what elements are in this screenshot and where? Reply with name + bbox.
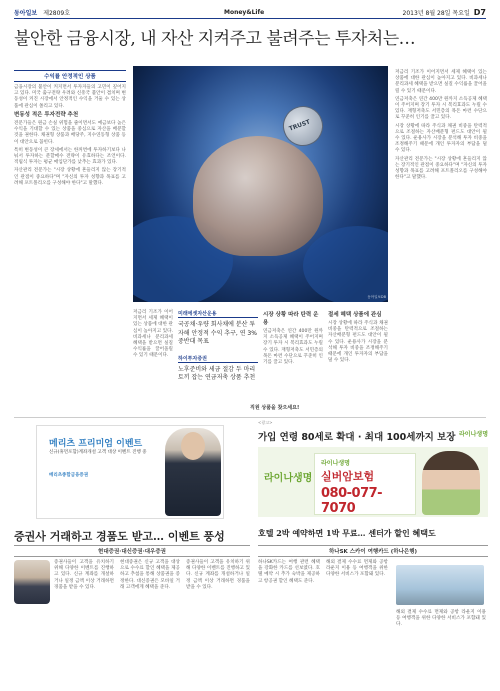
center-left-body: 저금리 기조가 이어지면서 세제 혜택이 있는 상품에 대한 관심이 높아지고 있다. 비과세나 분리과세 혜택을 받으면 실질 수익률을 끌어올릴 수 있기 때문이다. [133, 310, 173, 359]
main-headline: 불안한 금융시장, 내 자산 지켜주고 불려주는 투자처는… [14, 29, 416, 49]
bottom-right-headline: 호텔 2박 예약하면 1박 무료… 센터가 할인 혜택도 [258, 528, 436, 538]
bottom-right-photo [396, 565, 484, 605]
right-body-2: 시장 상황에 따라 주식과 채권 비중을 탄력적으로 조절하는 자산배분형 펀드도 대안이 될 수 있다. 운용사가 시장을 분석해 투자 비중을 조정해주기 때문에 개인 투자자의 부담을 덜 수 있다. [328, 321, 388, 364]
quote-text-2: 노후준비와 세금 절감 두 마리 토끼 잡는 연금저축 상품 추천 [178, 365, 256, 381]
meritz-ad[interactable] [36, 425, 224, 519]
photo-shadow [303, 226, 388, 302]
center-left-text [133, 310, 173, 415]
left-body [14, 85, 126, 187]
far-right-paragraph: 자산관리 전문가는 "시장 상황에 흔들리지 않는 장기적인 관점이 중요하다"며 "자신의 투자 성향과 목표를 고려해 포트폴리오를 구성해야 한다"고 말했다. [395, 156, 487, 181]
bottom-right-body: 하나SK카드는 여행 관련 혜택을 강화한 카드를 선보였다. 호텔 예약 시 추가 숙박을 제공하고 항공권 할인 혜택도 준다. [258, 560, 320, 584]
right-column-1 [263, 310, 323, 415]
banner-text: 직원 상품을 찾으세요! [250, 405, 300, 411]
quote-label: 미래에셋자산운용 [178, 310, 258, 318]
far-right-column [395, 70, 487, 415]
issue-number: 제2809호 [43, 9, 71, 17]
issue-date: 2013년 8월 28일 목요일 [402, 9, 470, 17]
newspaper-logo: 동아일보 [14, 9, 38, 17]
ad1-subtitle: 신규(휴면포함)계좌개설 고객 대상 이벤트 진행 중 [49, 450, 147, 455]
lina-product-name: 실버암보험 [321, 470, 375, 483]
ad2-brand: 라이나생명 [459, 431, 488, 438]
lina-card [314, 453, 416, 515]
bottom-right-body: 해외 결제 수수료 면제와 공항 라운지 이용 등 여행객을 위한 다양한 서비스가 포함돼 있다. [326, 560, 388, 578]
left-column [14, 70, 126, 415]
bottom-left-subheading: 현대증권·대신증권·대우증권 [14, 545, 250, 557]
lina-phone-number: 080-077-7070 [321, 486, 383, 516]
far-right-paragraph: 연금저축은 연간 400만 원까지 소득공제 혜택이 주어지며 장기 투자 시 복리효과도 누릴 수 있다. 재형저축도 서민층의 목돈 마련 수단으로 꾸준히 인기를 끌고 있다. [395, 96, 487, 121]
right-subheading-1: 시장 상황 따라 탄력 운용 [263, 312, 319, 326]
bottom-right-col-3 [396, 610, 486, 685]
lina-ad[interactable] [258, 429, 488, 517]
ad1-brand: 메리츠종합금융증권 [49, 473, 89, 478]
ad2-title: 가입 연령 80세로 확대 · 최대 100세까지 보장 [258, 432, 456, 443]
left-subheading-1: 수익률 안정적인 상품 [14, 70, 126, 82]
feature-photo [133, 66, 388, 302]
lina-banner [258, 447, 488, 517]
left-paragraph: 전문가들은 원금 손실 위험을 줄이면서도 예금보다 높은 수익을 기대할 수 있는 상품을 중심으로 자산을 배분할 것을 권한다. 채권형 상품과 배당주, 지수연동형 상품 등이 대안으로 꼽힌다. [14, 121, 126, 145]
section-name: Money&Life [224, 8, 265, 16]
bottom-left-headline: 증권사 거래하고 경품도 받고… 이벤트 풍성 [14, 530, 225, 543]
page-number: D7 [473, 7, 486, 17]
left-paragraph: 자산관리 전문가는 "시장 상황에 흔들리지 않는 장기적인 관점이 중요하다"며 "자신의 투자 성향과 목표를 고려해 포트폴리오를 구성해야 한다"고 말했다. [14, 168, 126, 186]
bottom-left-body: 현대증권은 신규 고객을 대상으로 수수료 할인 혜택을 제공하고 추첨을 통해 상품권을 증정한다. 대신증권은 모바일 거래 고객에게 혜택을 준다. [120, 560, 180, 590]
lina-model-photo [422, 451, 480, 515]
bottom-right-subheading: 하나SK 스카이 여행카드 (하나은행) [258, 545, 488, 557]
bottom-left-col-1 [54, 560, 114, 685]
quote-box [178, 310, 258, 383]
right-subheading-2: 절세 혜택 상품에 관심 [328, 312, 382, 318]
quote-text: 국공채·우량 회사채에 분산 투자해 안정적 수익 추구, 연 3% 중반대 목표 [178, 321, 257, 345]
quote-label-2: 하이투자증권 [178, 355, 258, 363]
lina-card-brand: 라이나생명 [321, 460, 350, 467]
bottom-right-col-1 [258, 560, 320, 685]
bottom-left-col-3 [186, 560, 250, 685]
right-body-1: 연금저축은 연간 400만 원까지 소득공제 혜택이 주어지며 장기 투자 시 복리효과도 누릴 수 있다. 재형저축도 서민층의 목돈 마련 수단으로 꾸준히 인기를 끌고 있다. [263, 329, 323, 366]
bottom-left-body: 증권사들이 고객을 유치하기 위해 다양한 이벤트를 진행하고 있다. 신규 계좌를 개설하거나 일정 금액 이상 거래하면 경품을 받을 수 있다. [186, 560, 250, 590]
left-paragraph: 금융시장의 불안이 커지면서 투자자들의 고민이 깊어지고 있다. 미국 출구전략 우려와 신흥국 불안이 겹치며 변동성이 커진 시장에서 안정적인 수익을 거둘 수 있는 상품에 관심이 쏠리고 있다. [14, 85, 126, 109]
far-right-paragraph: 저금리 기조가 이어지면서 세제 혜택이 있는 상품에 대한 관심이 높아지고 있다. 비과세나 분리과세 혜택을 받으면 실질 수익률을 끌어올릴 수 있기 때문이다. [395, 70, 487, 94]
page-header [14, 6, 486, 19]
section-divider [14, 417, 486, 418]
far-right-paragraph: 시장 상황에 따라 주식과 채권 비중을 탄력적으로 조절하는 자산배분형 펀드도 대안이 될 수 있다. 운용사가 시장을 분석해 투자 비중을 조정해주기 때문에 개인 투자자의 부담을 덜 수 있다. [395, 123, 487, 154]
bottom-left-portrait [14, 560, 50, 604]
ad1-model-face [181, 432, 205, 460]
left-paragraph: 특히 변동성이 큰 장세에서는 한꺼번에 투자하기보다 나눠서 투자하는 분할매수 전략이 유효하다는 조언이다. 적립식 투자는 평균 매입단가를 낮추는 효과가 있다. [14, 147, 126, 166]
bottom-right-col-2 [326, 560, 388, 685]
right-column-2 [328, 310, 388, 415]
hand-image [193, 136, 323, 256]
left-subheading-2: 변동성 적은 투자전략 추천 [14, 111, 79, 118]
ad1-title: 메리츠 프리미엄 이벤트 [49, 439, 143, 449]
coin-text: TRUST [288, 118, 312, 133]
lina-logo: 라이나생명 [264, 473, 313, 484]
ad-label: <광고> [258, 420, 273, 425]
bottom-right-body: 해외 결제 수수료 면제와 공항 라운지 이용 등 여행객을 위한 다양한 서비스가 포함돼 있다. [396, 610, 486, 628]
bottom-left-col-2 [120, 560, 180, 685]
far-right-body [395, 70, 487, 181]
bottom-left-body: 증권사들이 고객을 유치하기 위해 다양한 이벤트를 진행하고 있다. 신규 계좌를 개설하거나 일정 금액 이상 거래하면 경품을 받을 수 있다. [54, 560, 114, 590]
photo-credit: 동아일보DB [367, 295, 386, 299]
